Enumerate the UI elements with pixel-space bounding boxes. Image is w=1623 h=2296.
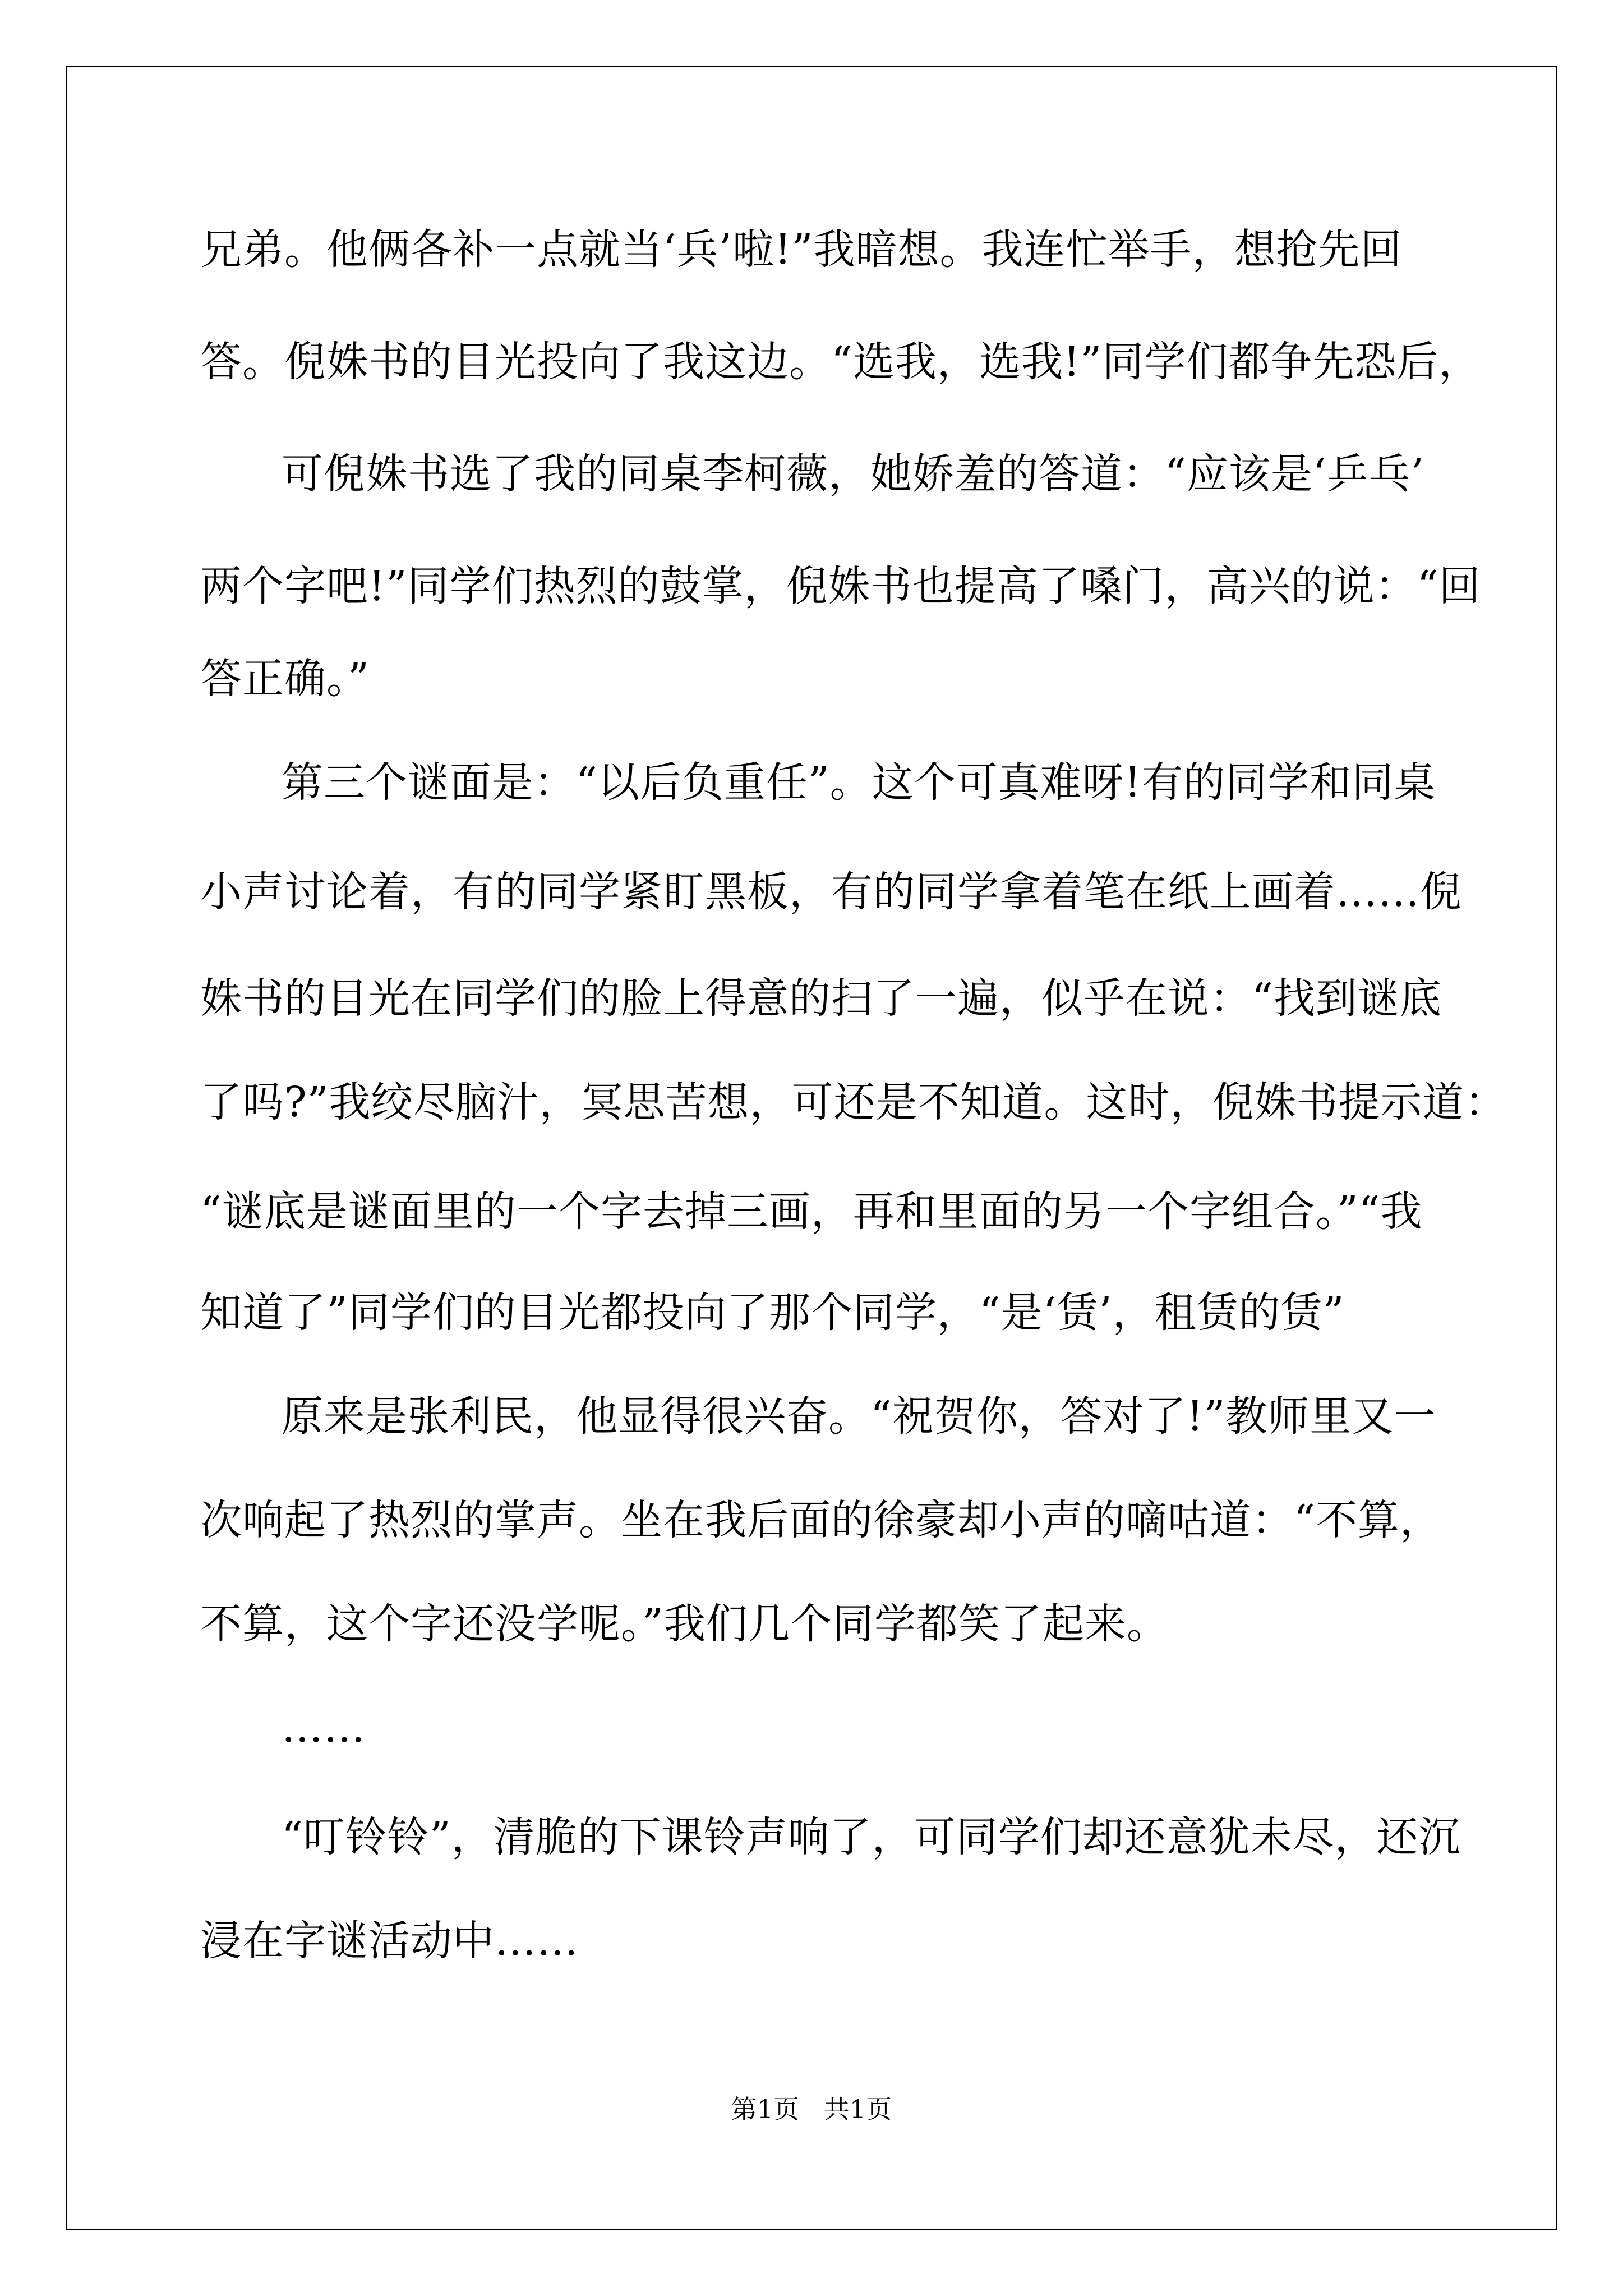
text-line: 知道了”同学们的目光都投向了那个同学，“是‘赁’，租赁的赁” [200,1289,1345,1337]
text-line: 了吗?”我绞尽脑汁，冥思苦想，可还是不知道。这时，倪姝书提示道： [200,1078,1507,1126]
text-line: 答正确。” [200,655,370,703]
text-line: 不算，这个字还没学呢。”我们几个同学都笑了起来。 [200,1600,1169,1648]
text-line: …… [282,1704,366,1752]
text-line: 浸在字谜活动中…… [200,1917,579,1965]
text-line: 小声讨论着，有的同学紧盯黑板，有的同学拿着笔在纸上画着……倪 [200,868,1462,916]
page-border [66,66,1557,2230]
page-number-footer: 第1页 共1页 [731,2094,892,2124]
text-line: “叮铃铃”，清脆的下课铃声响了，可同学们却还意犹未尽，还沉 [282,1813,1461,1861]
text-line: 兄弟。他俩各补一点就当‘兵’啦!”我暗想。我连忙举手，想抢先回 [200,226,1403,274]
text-line: 次响起了热烈的掌声。坐在我后面的徐豪却小声的嘀咕道：“不算， [200,1496,1442,1544]
text-line: 答。倪姝书的目光投向了我这边。“选我，选我!”同学们都争先恐后， [200,338,1481,386]
text-line: 两个字吧!”同学们热烈的鼓掌，倪姝书也提高了嗓门，高兴的说：“回 [200,562,1481,610]
text-line: “谜底是谜面里的一个字去掉三画，再和里面的另一个字组合。”“我 [200,1188,1423,1236]
text-line: 第三个谜面是：“以后负重任”。这个可真难呀!有的同学和同桌 [282,758,1436,807]
text-line: 可倪姝书选了我的同桌李柯薇，她娇羞的答道：“应该是‘乒乓’ [282,450,1424,498]
text-line: 姝书的目光在同学们的脸上得意的扫了一遍，似乎在说：“找到谜底 [200,974,1442,1023]
text-line: 原来是张利民，他显得很兴奋。“祝贺你，答对了!”教师里又一 [282,1392,1436,1441]
